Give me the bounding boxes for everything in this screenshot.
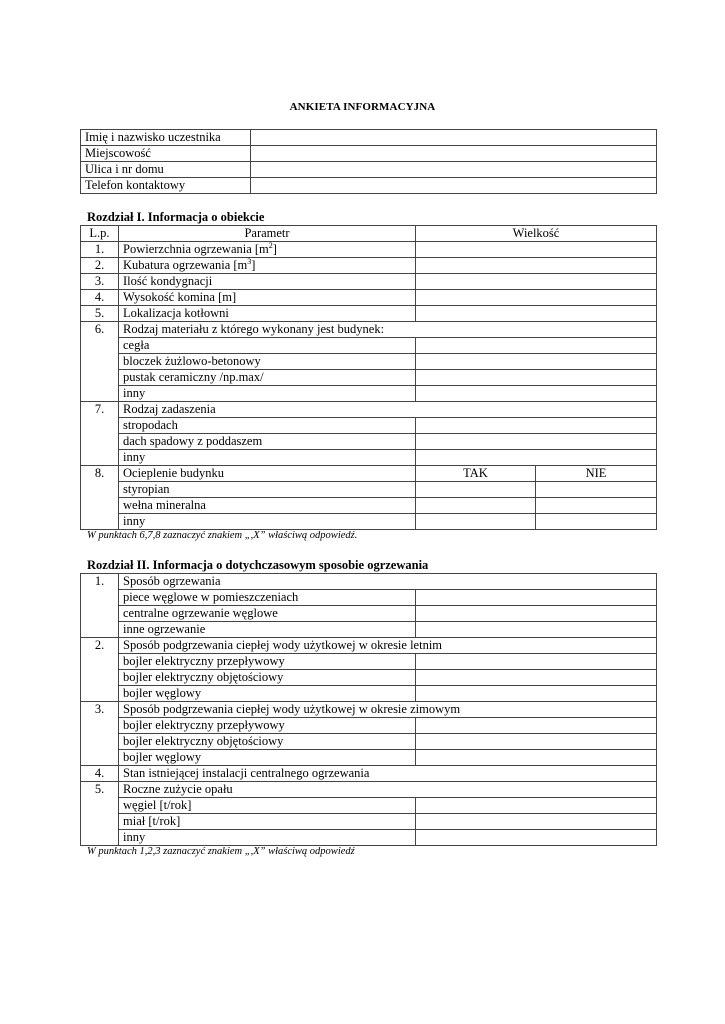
table-row (81, 782, 657, 798)
field-label: Telefon kontaktowy (81, 178, 251, 194)
option-label: inny (119, 450, 416, 466)
object-info-table (80, 225, 657, 530)
row-label: Rodzaj zadaszenia (119, 402, 657, 418)
table-header-row (81, 226, 657, 242)
table-row (81, 178, 657, 194)
row-label: Rodzaj materiału z którego wykonany jest budynek: (119, 322, 657, 338)
value-cell[interactable] (416, 258, 657, 274)
table-row (81, 638, 657, 654)
table-row (81, 258, 657, 274)
row-label: Sposób ogrzewania (119, 574, 657, 590)
value-cell[interactable] (416, 798, 657, 814)
option-label: inny (119, 514, 416, 530)
table-row (81, 498, 657, 514)
row-label: Powierzchnia ogrzewania $[m^2]$ (119, 242, 416, 258)
table-row (81, 606, 657, 622)
no-column-header: NIE (536, 466, 657, 482)
option-label: dach spadowy z poddaszem (119, 434, 416, 450)
row-number: 2. (81, 258, 119, 274)
table-row (81, 718, 657, 734)
table-row (81, 798, 657, 814)
table-row (81, 418, 657, 434)
value-cell[interactable] (416, 434, 657, 450)
value-cell[interactable] (416, 306, 657, 322)
row-label: Ocieplenie budynku (119, 466, 416, 482)
option-label: bojler elektryczny objętościowy (119, 734, 416, 750)
table-row (81, 274, 657, 290)
row-label: Lokalizacja kotłowni (119, 306, 416, 322)
option-label: wełna mineralna (119, 498, 416, 514)
row-number: 7. (81, 402, 119, 418)
value-cell[interactable] (416, 338, 657, 354)
value-cell[interactable] (416, 242, 657, 258)
name-field[interactable] (251, 130, 657, 146)
table-row (81, 370, 657, 386)
value-cell[interactable] (416, 370, 657, 386)
option-label: inne ogrzewanie (119, 622, 416, 638)
table-row (81, 482, 657, 498)
row-label: Wysokość komina [m] (119, 290, 416, 306)
table-row (81, 130, 657, 146)
no-cell[interactable] (536, 482, 657, 498)
table-row (81, 830, 657, 846)
table-row (81, 402, 657, 418)
row-number: 5. (81, 306, 119, 322)
option-label: bojler węglowy (119, 750, 416, 766)
option-label: bojler elektryczny objętościowy (119, 670, 416, 686)
row-label: Sposób podgrzewania ciepłej wody użytkowej w okresie zimowym (119, 702, 657, 718)
yes-cell[interactable] (416, 498, 536, 514)
no-cell[interactable] (536, 514, 657, 530)
street-field[interactable] (251, 162, 657, 178)
row-label: Ilość kondygnacji (119, 274, 416, 290)
table-row (81, 686, 657, 702)
no-cell[interactable] (536, 498, 657, 514)
option-label: bloczek żużlowo-betonowy (119, 354, 416, 370)
town-field[interactable] (251, 146, 657, 162)
option-label: bojler elektryczny przepływowy (119, 718, 416, 734)
row-number: 6. (81, 322, 119, 338)
option-label: bojler węglowy (119, 686, 416, 702)
field-label: Imię i nazwisko uczestnika (81, 130, 251, 146)
col-lp: L.p. (81, 226, 119, 242)
row-number: 4. (81, 290, 119, 306)
table-row (81, 750, 657, 766)
value-cell[interactable] (416, 734, 657, 750)
value-cell[interactable] (416, 814, 657, 830)
table-row (81, 322, 657, 338)
row-label: Roczne zużycie opału (119, 782, 657, 798)
value-cell[interactable] (416, 450, 657, 466)
table-row (81, 670, 657, 686)
option-label: piece węglowe w pomieszczeniach (119, 590, 416, 606)
table-row (81, 734, 657, 750)
row-number: 8. (81, 466, 119, 482)
section1-note: W punktach 6,7,8 zaznaczyć znakiem „,X” właściwą odpowiedź. (87, 530, 358, 541)
value-cell[interactable] (416, 654, 657, 670)
option-label: węgiel [t/rok] (119, 798, 416, 814)
value-cell[interactable] (416, 386, 657, 402)
phone-field[interactable] (251, 178, 657, 194)
table-row (81, 434, 657, 450)
table-row (81, 146, 657, 162)
option-label: centralne ogrzewanie węglowe (119, 606, 416, 622)
section1-heading: Rozdział I. Informacja o obiekcie (87, 210, 265, 224)
value-cell[interactable] (416, 590, 657, 606)
yes-column-header: TAK (416, 466, 536, 482)
table-row (81, 306, 657, 322)
value-cell[interactable] (416, 290, 657, 306)
value-cell[interactable] (416, 418, 657, 434)
table-row (81, 242, 657, 258)
section2-heading: Rozdział II. Informacja o dotychczasowym sposobie ogrzewania (87, 558, 429, 572)
value-cell[interactable] (416, 670, 657, 686)
value-cell[interactable] (416, 830, 657, 846)
row-label: Kubatura ogrzewania $[m^3]$ (119, 258, 416, 274)
table-row (81, 466, 657, 482)
option-label: styropian (119, 482, 416, 498)
table-row (81, 574, 657, 590)
option-label: miał [t/rok] (119, 814, 416, 830)
table-row (81, 514, 657, 530)
form-title: ANKIETA INFORMACYJNA (289, 101, 436, 113)
personal-info-table (80, 129, 657, 194)
row-number: 4. (81, 766, 119, 782)
option-label: bojler elektryczny przepływowy (119, 654, 416, 670)
table-row (81, 290, 657, 306)
row-number: 3. (81, 274, 119, 290)
table-row (81, 354, 657, 370)
value-cell[interactable] (416, 686, 657, 702)
option-label: inny (119, 386, 416, 402)
section2-note: W punktach 1,2,3 zaznaczyć znakiem „,X” właściwą odpowiedź (87, 846, 355, 857)
col-param: Parametr (119, 226, 416, 242)
table-row (81, 622, 657, 638)
value-cell[interactable] (416, 354, 657, 370)
field-label: Ulica i nr domu (81, 162, 251, 178)
row-label: Sposób podgrzewania ciepłej wody użytkowej w okresie letnim (119, 638, 657, 654)
value-cell[interactable] (416, 606, 657, 622)
option-label: pustak ceramiczny /np.max/ (119, 370, 416, 386)
table-row (81, 654, 657, 670)
option-label: inny (119, 830, 416, 846)
table-row (81, 766, 657, 782)
yes-cell[interactable] (416, 482, 536, 498)
yes-cell[interactable] (416, 514, 536, 530)
table-row (81, 702, 657, 718)
table-row (81, 590, 657, 606)
table-row (81, 814, 657, 830)
field-label: Miejscowość (81, 146, 251, 162)
table-row (81, 386, 657, 402)
value-cell[interactable] (416, 718, 657, 734)
value-cell[interactable] (416, 750, 657, 766)
value-cell[interactable] (416, 622, 657, 638)
table-row (81, 338, 657, 354)
row-number: 5. (81, 782, 119, 798)
option-label: stropodach (119, 418, 416, 434)
value-cell[interactable] (416, 274, 657, 290)
col-value: Wielkość (416, 226, 657, 242)
heating-info-table (80, 573, 657, 846)
table-row (81, 450, 657, 466)
row-number: 2. (81, 638, 119, 654)
row-label: Stan istniejącej instalacji centralnego ogrzewania (119, 766, 657, 782)
option-label: cegła (119, 338, 416, 354)
table-row (81, 162, 657, 178)
row-number: 1. (81, 574, 119, 590)
row-number: 1. (81, 242, 119, 258)
row-number: 3. (81, 702, 119, 718)
